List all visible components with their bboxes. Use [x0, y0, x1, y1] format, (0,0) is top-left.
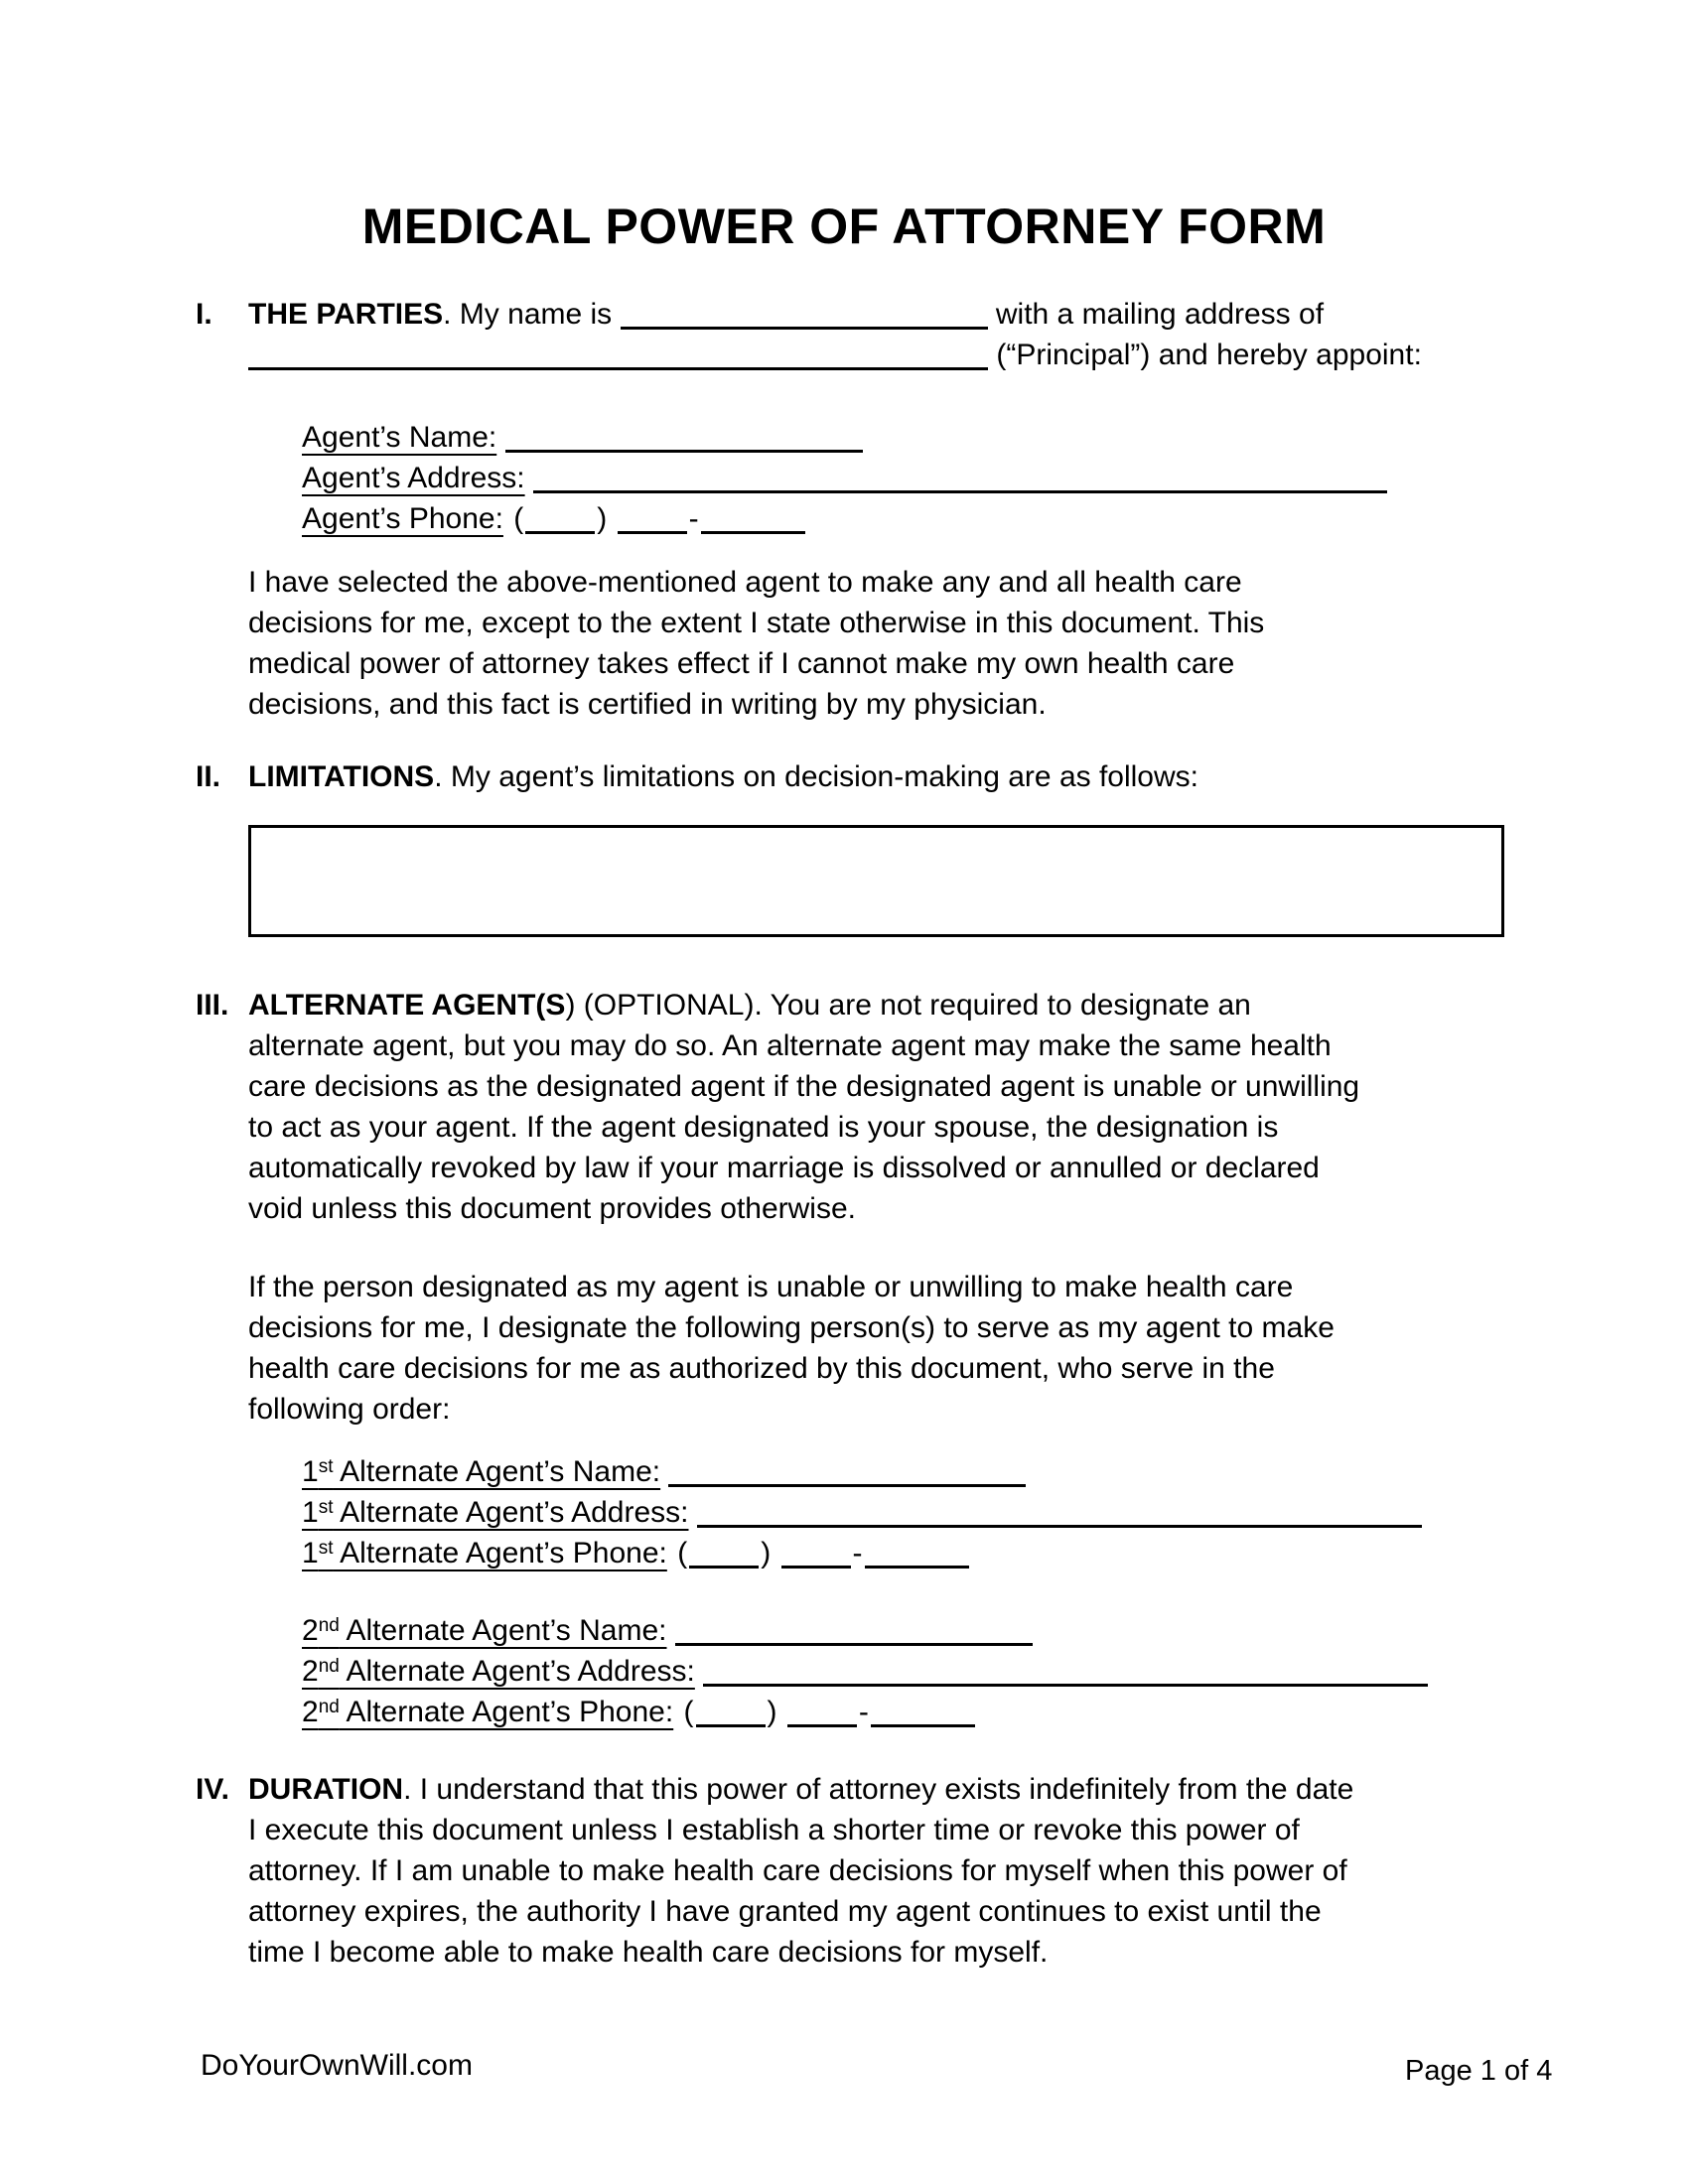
agent-fields — [302, 417, 1539, 539]
alt2-phone-label: 2nd Alternate Agent’s Phone: — [302, 1696, 674, 1728]
page-title: MEDICAL POWER OF ATTORNEY FORM — [361, 199, 1327, 254]
phone-dash: - — [858, 1696, 869, 1728]
ordinal-suffix: nd — [318, 1615, 340, 1636]
section-3-heading-line: care decisions as the designated agent if the designated agent is unable or unwilling — [248, 1070, 1360, 1103]
agent-name-field[interactable] — [505, 425, 863, 453]
paragraph-line: decisions for me, except to the extent I state otherwise in this document. This — [248, 607, 1265, 639]
alt2-phone-prefix-field[interactable] — [787, 1700, 857, 1727]
alt1-name-label: 1st Alternate Agent’s Name: — [302, 1455, 661, 1488]
alt2-phone-row — [302, 1692, 1539, 1732]
phone-close-paren: ) — [767, 1696, 777, 1728]
agent-phone-area-field[interactable] — [525, 506, 595, 534]
ordinal-suffix: nd — [318, 1656, 340, 1677]
section-4-heading-line: attorney. If I am unable to make health care decisions for myself when this power of — [248, 1854, 1347, 1887]
section-4-heading-line: attorney expires, the authority I have granted my agent continues to exist until the — [248, 1895, 1322, 1928]
paragraph-line: health care decisions for me as authorized by this document, who serve in the — [248, 1352, 1275, 1385]
alt1-phone-label: 1st Alternate Agent’s Phone: — [302, 1537, 667, 1570]
paragraph-line: I have selected the above-mentioned agent to make any and all health care — [248, 566, 1242, 599]
section-4-heading-line-1 — [196, 1769, 1539, 1810]
section-1-heading-line-2 — [248, 335, 1539, 375]
limitations-box[interactable] — [248, 825, 1504, 937]
alt1-phone-row — [302, 1533, 1539, 1573]
section-1-the-parties — [196, 294, 1539, 375]
section-2-heading-rest: . My agent’s limitations on decision-making are as follows: — [434, 760, 1198, 793]
alt2-address-label: 2nd Alternate Agent’s Address: — [302, 1655, 695, 1688]
section-3-heading-line: ) (OPTIONAL). You are not required to designate an — [565, 989, 1251, 1022]
phone-close-paren: ) — [597, 502, 608, 535]
section-3-number: III. — [196, 989, 229, 1022]
alt1-phone-area-field[interactable] — [689, 1541, 759, 1569]
alt1-phone-prefix-field[interactable] — [781, 1541, 851, 1569]
alt2-name-label: 2nd Alternate Agent’s Name: — [302, 1614, 667, 1647]
ordinal-suffix: nd — [318, 1697, 340, 1717]
section-4-heading-line: . I understand that this power of attorney exists indefinitely from the date — [403, 1773, 1354, 1806]
phone-open-paren: ( — [513, 502, 524, 535]
alt1-address-field[interactable] — [697, 1500, 1422, 1528]
section-3-alternate-agents — [196, 985, 1539, 1229]
section-2-heading — [196, 756, 1539, 797]
section-1-heading-title: THE PARTIES — [248, 298, 444, 331]
section-4-heading-title: DURATION — [248, 1773, 404, 1806]
principal-address-field[interactable] — [248, 342, 988, 370]
agent-address-row — [302, 458, 1539, 498]
footer-site: DoYourOwnWill.com — [201, 2049, 473, 2082]
alt1-address-row — [302, 1492, 1539, 1533]
agent-phone-label: Agent’s Phone: — [302, 502, 503, 535]
ordinal-suffix: st — [318, 1538, 334, 1559]
section-3-heading-line: automatically revoked by law if your marriage is dissolved or annulled or declared — [248, 1152, 1320, 1184]
first-alternate-agent-fields — [302, 1451, 1539, 1573]
alt1-phone-line-field[interactable] — [865, 1541, 969, 1569]
paragraph-line: decisions for me, I designate the following person(s) to serve as my agent to make — [248, 1311, 1335, 1344]
agent-name-label: Agent’s Name: — [302, 421, 497, 454]
alt2-name-row — [302, 1610, 1539, 1651]
principal-name-field[interactable] — [621, 302, 988, 330]
section-3-heading-line: to act as your agent. If the agent designated is your spouse, the designation is — [248, 1111, 1279, 1144]
agent-address-field[interactable] — [533, 466, 1387, 493]
phone-open-paren: ( — [683, 1696, 694, 1728]
paragraph-line: medical power of attorney takes effect if I cannot make my own health care — [248, 647, 1235, 680]
alt2-address-field[interactable] — [703, 1659, 1428, 1687]
section-1-heading-rest: . My name is — [443, 298, 613, 331]
section-1-number: I. — [196, 298, 212, 331]
section-3-heading-line-1 — [196, 985, 1539, 1025]
section-3-heading-line: void unless this document provides otherwise. — [248, 1192, 856, 1225]
section-1-line-1-tail: with a mailing address of — [995, 298, 1325, 331]
section-4-duration — [196, 1769, 1539, 1973]
section-1-line-2-tail: (“Principal”) and hereby appoint: — [996, 339, 1422, 371]
agent-phone-line-field[interactable] — [701, 506, 805, 534]
phone-dash: - — [688, 502, 699, 535]
footer-page-number: Page 1 of 4 — [1405, 2055, 1553, 2087]
alt1-address-label: 1st Alternate Agent’s Address: — [302, 1496, 689, 1529]
section-1-paragraph — [248, 562, 1539, 725]
alt2-phone-area-field[interactable] — [696, 1700, 766, 1727]
agent-phone-prefix-field[interactable] — [618, 506, 687, 534]
ordinal-suffix: st — [318, 1497, 334, 1518]
section-4-heading-line: I execute this document unless I establish a shorter time or revoke this power of — [248, 1814, 1300, 1846]
paragraph-line: following order: — [248, 1393, 451, 1426]
alt2-phone-line-field[interactable] — [871, 1700, 975, 1727]
section-3-paragraph — [248, 1267, 1539, 1430]
section-4-number: IV. — [196, 1773, 229, 1806]
phone-close-paren: ) — [761, 1537, 772, 1570]
agent-name-row — [302, 417, 1539, 458]
section-2-limitations — [196, 756, 1539, 797]
section-2-number: II. — [196, 760, 221, 793]
alt1-name-row — [302, 1451, 1539, 1492]
section-4-heading-line: time I become able to make health care decisions for myself. — [248, 1936, 1049, 1969]
second-alternate-agent-fields — [302, 1610, 1539, 1732]
phone-open-paren: ( — [677, 1537, 688, 1570]
agent-phone-row — [302, 498, 1539, 539]
paragraph-line: If the person designated as my agent is unable or unwilling to make health care — [248, 1271, 1294, 1303]
phone-dash: - — [852, 1537, 863, 1570]
section-3-heading-title: ALTERNATE AGENT(S — [248, 989, 566, 1022]
paragraph-line: decisions, and this fact is certified in writing by my physician. — [248, 688, 1047, 721]
alt1-name-field[interactable] — [668, 1459, 1026, 1487]
alt2-name-field[interactable] — [675, 1618, 1033, 1646]
section-2-heading-title: LIMITATIONS — [248, 760, 435, 793]
section-3-heading-line: alternate agent, but you may do so. An alternate agent may make the same health — [248, 1029, 1332, 1062]
ordinal-suffix: st — [318, 1456, 334, 1477]
agent-address-label: Agent’s Address: — [302, 462, 525, 494]
section-1-heading-line-1 — [196, 294, 1539, 335]
alt2-address-row — [302, 1651, 1539, 1692]
